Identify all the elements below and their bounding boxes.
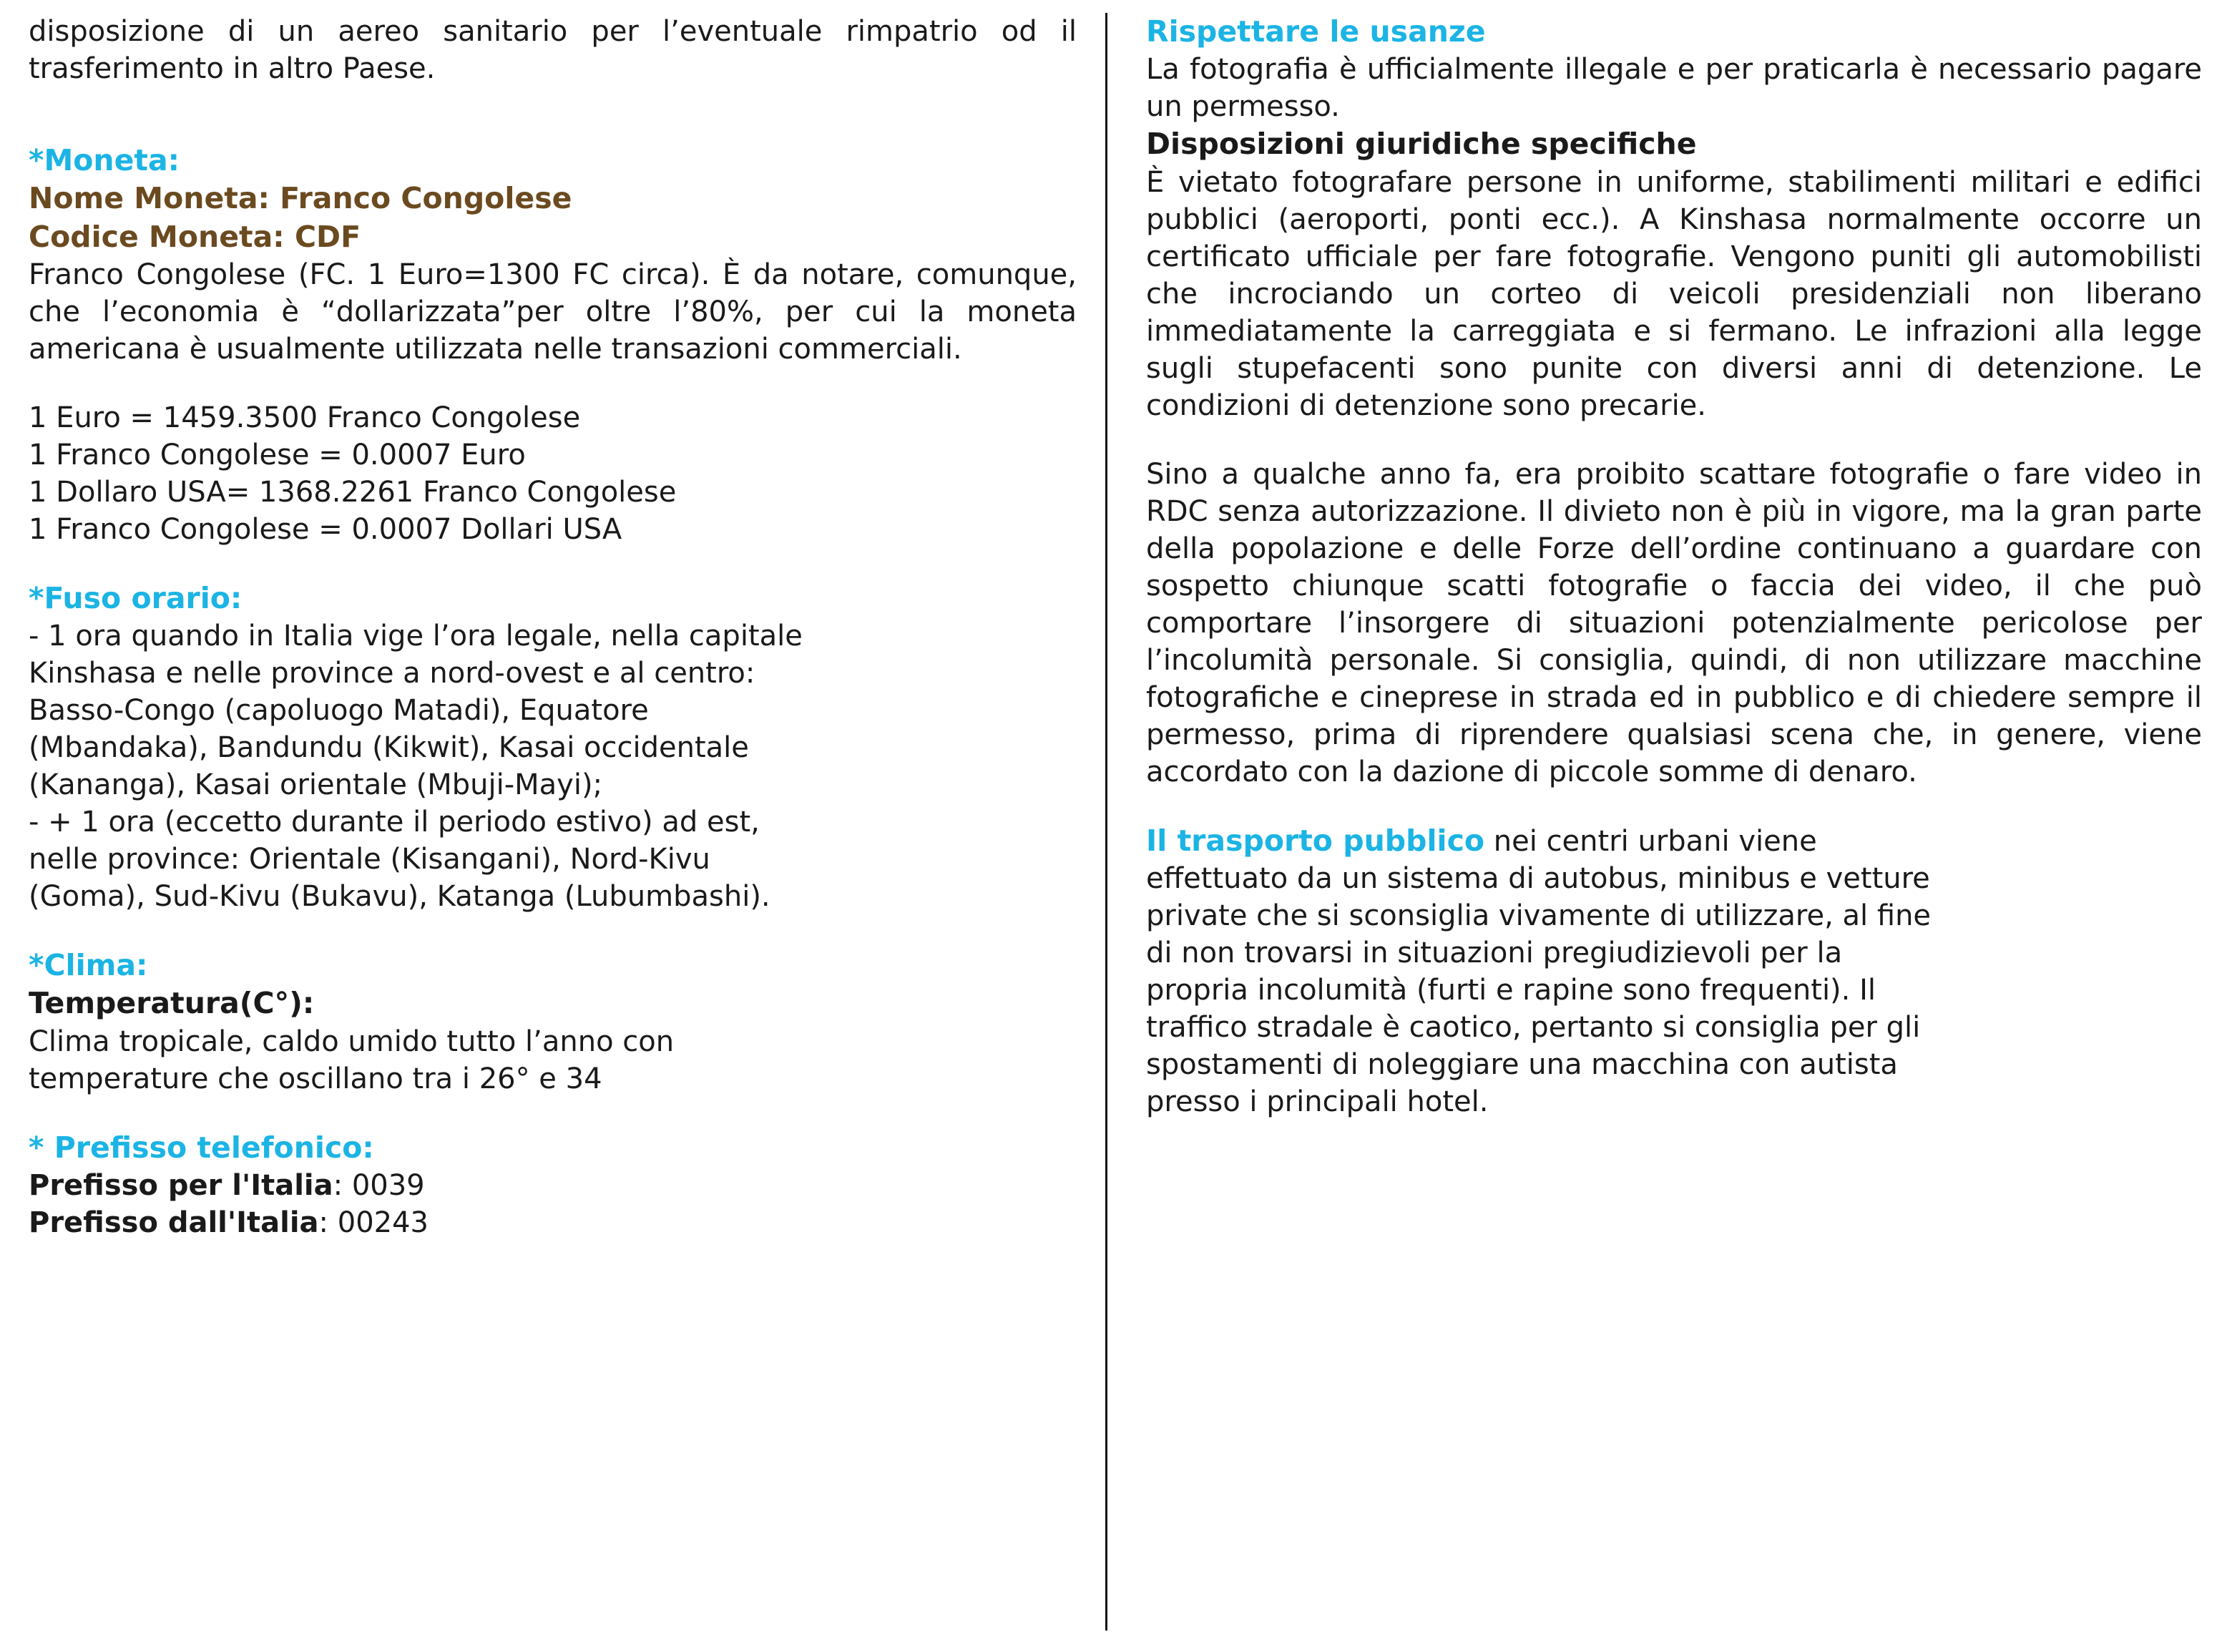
fuso-orario-line: - + 1 ora (eccetto durante il periodo estivo) ad est, (29, 806, 760, 839)
exchange-rate-line: 1 Dollaro USA= 1368.2261 Franco Congolese (29, 475, 677, 509)
trasporto-line: effettuato da un sistema di autobus, minibus e vetture (1146, 861, 1930, 895)
clima-subheading: Temperatura(C°): (29, 986, 315, 1021)
prefisso-italia-value: : 0039 (333, 1169, 425, 1203)
exchange-rate-line: 1 Franco Congolese = 0.0007 Euro (29, 438, 526, 471)
trasporto-line: di non trovarsi in situazioni pregiudizievoli per la (1146, 936, 1843, 969)
disposizioni-paragraph: È vietato fotografare persone in uniforme, stabilimenti militari e edifici pubblici (aeroporti, ponti ecc.). A Kinshasa normalmente occorre un certificato ufficiale per fare fotografie. Vengono puniti gli automobilisti che incrociando un corteo di veicoli presidenziali non liberano immediatamente la carreggiata e si fermano. Le infrazioni alla legge sugli stupefacenti sono punite con diversi anni di detenzione. Le condizioni di detenzione sono precarie. (1146, 165, 2202, 422)
exchange-rate-line: 1 Franco Congolese = 0.0007 Dollari USA (29, 512, 622, 546)
intro-paragraph: disposizione di un aereo sanitario per l’eventuale rimpatrio od il trasferimento in altro Paese. (29, 15, 1077, 85)
trasporto-line: presso i principali hotel. (1146, 1085, 1489, 1118)
fuso-orario-line: - 1 ora quando in Italia vige l’ora legale, nella capitale (29, 620, 803, 653)
clima-line: Clima tropicale, caldo umido tutto l’anno con (29, 1025, 675, 1058)
exchange-rate-line: 1 Euro = 1459.3500 Franco Congolese (29, 401, 581, 434)
trasporto-line: propria incolumità (furti e rapine sono frequenti). Il (1146, 973, 1876, 1007)
trasporto-first-line (1146, 822, 2202, 860)
fotografie-paragraph: Sino a qualche anno fa, era proibito scattare fotografie o fare video in RDC senza autorizzazione. Il divieto non è più in vigore, ma la gran parte della popolazione e delle Forze dell’ordine continuano a guardare con sospetto chiunque scatti fotografie o faccia dei video, il che può comportare l’insorgere di situazioni potenzialmente pericolose per l’incolumità personale. Si consiglia, quindi, di non utilizzare macchine fotografiche e cineprese in strada ed in pubblico e di chiedere sempre il permesso, prima di riprendere qualsiasi scena che, in genere, viene accordato con la dazione di piccole somme di denaro. (1146, 457, 2202, 788)
disposizioni-heading: Disposizioni giuridiche specifiche (1146, 127, 1697, 162)
moneta-description: Franco Congolese (FC. 1 Euro=1300 FC circa). È da notare, comunque, che l’economia è “dollarizzata”per oltre l’80%, per cui la moneta americana è usualmente utilizzata nelle transazioni commerciali. (29, 258, 1077, 366)
spacer (1146, 791, 2202, 822)
fuso-orario-line: (Goma), Sud-Kivu (Bukavu), Katanga (Lubumbashi). (29, 880, 770, 914)
usanze-heading: Rispettare le usanze (1146, 14, 1486, 49)
left-column (29, 13, 1105, 1652)
spacer (29, 915, 1077, 947)
fuso-orario-line: (Kananga), Kasai orientale (Mbuji-Mayi); (29, 768, 603, 802)
trasporto-line: spostamenti di noleggiare una macchina con autista (1146, 1047, 1898, 1081)
spacer (1146, 424, 2202, 456)
trasporto-heading: Il trasporto pubblico (1146, 823, 1485, 858)
moneta-name-line: Nome Moneta: Franco Congolese (29, 181, 572, 216)
fuso-orario-line: Basso-Congo (capoluogo Matadi), Equatore (29, 694, 649, 728)
moneta-heading: *Moneta: (29, 143, 180, 177)
clima-line: temperature che oscillano tra i 26° e 34 (29, 1062, 602, 1095)
spacer (29, 1098, 1077, 1129)
right-column (1107, 13, 2202, 1652)
spacer (29, 548, 1077, 580)
fuso-orario-line: nelle province: Orientale (Kisangani), Nord-Kivu (29, 843, 710, 876)
prefisso-dallitalia-row (29, 1204, 1077, 1241)
prefisso-italia-row (29, 1167, 1077, 1204)
fuso-orario-line: Kinshasa e nelle province a nord-ovest e al centro: (29, 657, 755, 690)
prefisso-italia-label: Prefisso per l'Italia (29, 1169, 333, 1203)
spacer (29, 87, 1077, 142)
spacer (29, 368, 1077, 399)
fuso-orario-heading: *Fuso orario: (29, 580, 243, 615)
prefisso-dallitalia-value: : 00243 (318, 1206, 429, 1240)
prefisso-dallitalia-label: Prefisso dall'Italia (29, 1206, 319, 1240)
usanze-paragraph: La fotografia è ufficialmente illegale e per praticarla è necessario pagare un permesso. (1146, 53, 2202, 124)
trasporto-line: traffico stradale è caotico, pertanto si consiglia per gli (1146, 1010, 1921, 1044)
trasporto-line: nei centri urbani viene (1484, 824, 1817, 858)
prefisso-heading: * Prefisso telefonico: (29, 1130, 374, 1165)
trasporto-line: private che si sconsiglia vivamente di utilizzare, al fine (1146, 899, 1932, 932)
moneta-code-line: Codice Moneta: CDF (29, 219, 361, 254)
clima-heading: *Clima: (29, 948, 148, 983)
fuso-orario-line: (Mbandaka), Bandundu (Kikwit), Kasai occidentale (29, 731, 749, 765)
